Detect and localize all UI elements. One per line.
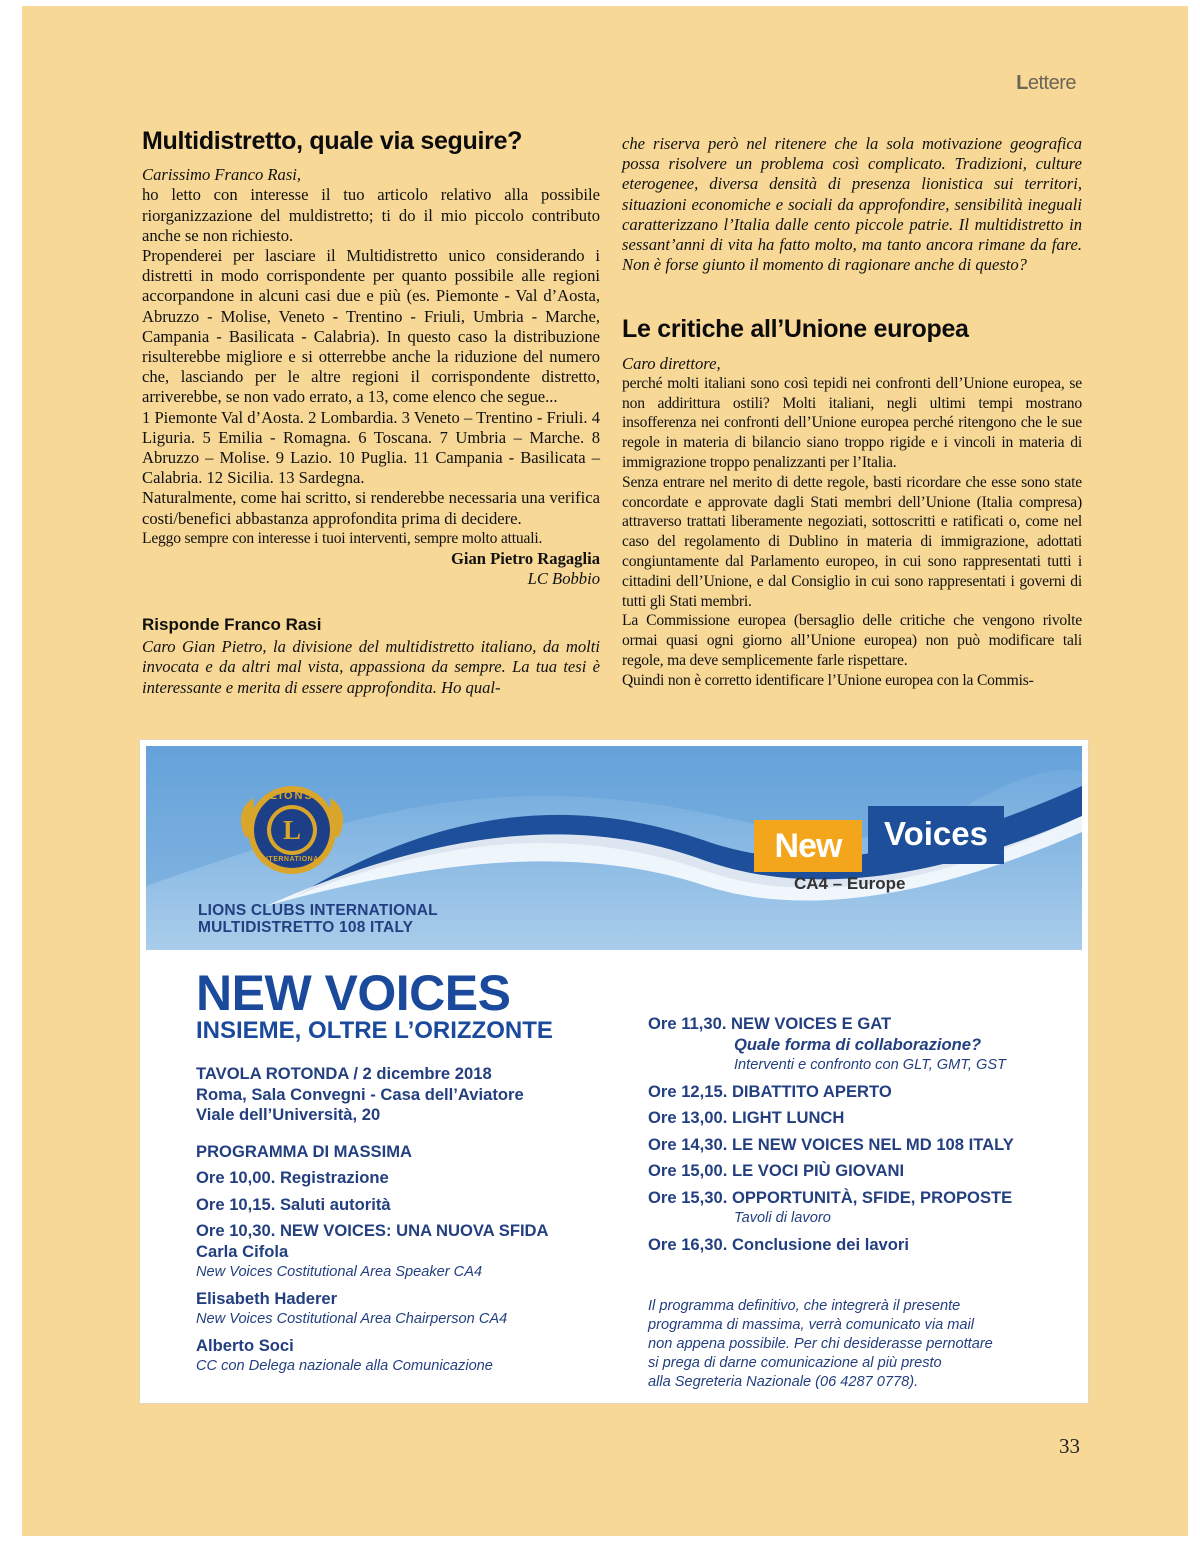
page — [22, 6, 1188, 1536]
paragraph: Propenderei per lasciare il Multidistretto unico considerando i distretti in modo corrispondente per quanto possibile alle regioni accorpandone in alcuni casi due e più (es. Piemonte - Val d’Aosta, Abruzzo - Molise, Veneto - Trentino - Friuli, Umbria - Marche, Campania - Basilicata - Calabria). In questo caso la distribuzione risulterebbe migliore e si otterrebbe anche la riduzione del numero che, lasciando per le altre regioni il corrispondente distretto, arriverebbe, se non vado errato, a 13, come elenco che segue... — [142, 246, 600, 407]
poster-banner — [146, 746, 1082, 950]
logo-letter: L — [282, 815, 301, 845]
event-address: Viale dell’Università, 20 — [196, 1105, 381, 1124]
poster-subheadline: INSIEME, OLTRE L’ORIZZONTE — [196, 1017, 553, 1044]
program-item: Ore 14,30. LE NEW VOICES NEL MD 108 ITALY — [648, 1134, 1014, 1154]
reply-title: Risponde Franco Rasi — [142, 615, 322, 635]
program-item-detail: Tavoli di lavoro — [734, 1210, 831, 1226]
program-title: PROGRAMMA DI MASSIMA — [196, 1141, 413, 1161]
program-item: Ore 15,00. LE VOCI PIÙ GIOVANI — [648, 1161, 905, 1180]
program-item: Ore 13,00. LIGHT LUNCH — [648, 1108, 845, 1127]
paragraph: perché molti italiani sono così tepidi nei confronti dell’Unione europea, se non addirittura ostili? Molti italiani, negli ultimi tempi mostrano insofferenza nei confronti dell’Unione europea perché ritengono che le sue regole in materia di bilancio siano troppo rigide e i vincoli in materia di immigrazione troppo penalizzanti per l’Italia. — [622, 374, 1082, 472]
page-number: 33 — [1059, 1434, 1080, 1458]
event-poster — [139, 739, 1089, 1404]
paragraph: 1 Piemonte Val d’Aosta. 2 Lombardia. 3 Veneto – Trentino - Friuli. 4 Liguria. 5 Emilia - Romagna. 6 Toscana. 7 Umbria – Marche. 8 Abruzzo – Molise. 9 Lazio. 10 Puglia. 11 Campania - Basilicata – Calabria. 12 Sicilia. 13 Sardegna. — [142, 407, 600, 488]
logo-text-layer — [232, 768, 352, 888]
paragraph: Senza entrare nel merito di dette regole, basti ricordare che esse sono state concordate e approvate dagli Stati membri dell’Unione (Italia compresa) attraverso trattati liberamente negoziati, sottoscritti e ratificati o, come nel caso del regolamento di Dublino in materia di immigrazione, adottati congiuntamente dal Parlamento europeo, in cui sono rappresentati tutti i cittadini dell’Unione, e dal Consiglio in cui sono rappresentati i governi di tutti gli Stati membri. — [622, 473, 1082, 610]
speaker-name: Carla Cifola — [196, 1241, 289, 1261]
badge-voices: Voices — [868, 806, 1004, 864]
program-item-subtitle: Quale forma di collaborazione? — [734, 1034, 982, 1054]
paragraph: Naturalmente, come hai scritto, si renderebbe necessaria una verifica costi/benefici abbastanza approfondita prima di decidere. — [142, 488, 600, 528]
paragraph: ho letto con interesse il tuo articolo relativo alla possibile riorganizzazione del muldistretto; ti do il mio piccolo contributo anche se non richiesto. — [142, 185, 600, 245]
speaker-role: New Voices Costitutional Area Chairperson CA4 — [196, 1311, 508, 1327]
program-item: Ore 16,30. Conclusione dei lavori — [648, 1234, 909, 1254]
badge-new: New — [754, 820, 862, 872]
left-column — [142, 127, 600, 698]
poster-right-column — [648, 1014, 1068, 1392]
program-item: Ore 15,30. OPPORTUNITÀ, SFIDE, PROPOSTE — [648, 1187, 1013, 1207]
right-column — [622, 134, 1082, 691]
program-item: Ore 12,15. DIBATTITO APERTO — [648, 1081, 892, 1101]
paragraph: Quindi non è corretto identificare l’Unione europea con la Commis- — [622, 671, 1034, 689]
paragraph: Leggo sempre con interesse i tuoi interventi, sempre molto attuali. — [142, 529, 543, 547]
speaker-role: New Voices Costitutional Area Speaker CA4 — [196, 1264, 483, 1280]
program-item: Ore 10,15. Saluti autorità — [196, 1194, 391, 1214]
badge-area: CA4 – Europe — [794, 874, 906, 893]
event-venue: Roma, Sala Convegni - Casa dell’Aviatore — [196, 1084, 524, 1104]
letter-title: Le critiche all’Unione europea — [622, 315, 969, 344]
poster-headline: NEW VOICES — [196, 965, 511, 1021]
paragraph: La Commissione europea (bersaglio delle critiche che vengono rivolte ormai quasi ogni giorno all’Unione europea) non può modificare tali regole, ma deve semplicemente farle rispettare. — [622, 612, 1082, 669]
event-date: TAVOLA ROTONDA / 2 dicembre 2018 — [196, 1064, 492, 1083]
poster-left-column — [196, 965, 616, 1377]
speaker-name: Alberto Soci — [196, 1335, 294, 1355]
program-item-detail: Interventi e confronto con GLT, GMT, GST — [734, 1057, 1006, 1073]
reply-continuation: che riserva però nel ritenere che la sola motivazione geografica possa risolvere un problema così complicato. Tradizioni, culture eterogenee, diversa densità di presenza lionistica sui territori, situazioni economiche e sociali da approfondire, sensibilità ineguali caratterizzano l’Italia dalle cento piccole patrie. Il multidistretto in sessant’anni di vita ha fatto molto, ma tanto ancora rimane da fare. Non è forse giunto il momento di ragionare anche di questo? — [622, 134, 1082, 275]
reply-text: Caro Gian Pietro, la divisione del multidistretto italiano, da molti invocata e da altri mal vista, appassiona da sempre. La tua tesi è interessante e merita di essere approfondita. Ho qual- — [142, 637, 600, 697]
club-name: LC Bobbio — [527, 568, 600, 588]
logo-bottom-text: INTERNATIONAL — [260, 856, 324, 863]
signature: Gian Pietro Ragaglia — [450, 548, 600, 568]
program-item: Ore 10,30. NEW VOICES: UNA NUOVA SFIDA — [196, 1221, 549, 1240]
salutation: Carissimo Franco Rasi, — [142, 165, 302, 185]
speaker-name: Elisabeth Haderer — [196, 1288, 338, 1308]
logo-top-text: LIONS — [270, 790, 314, 802]
program-note: Il programma definitivo, che integrerà il presente programma di massima, verrà comunicato via mail non appena possibile. Per chi desiderasse pernottare si prega di darne comunicazione al più presto alla Segreteria Nazionale (06 4287 0778). — [648, 1298, 993, 1390]
speaker-role: CC con Delega nazionale alla Comunicazione — [196, 1358, 493, 1374]
salutation: Caro direttore, — [622, 353, 721, 373]
organization-name: LIONS CLUBS INTERNATIONAL MULTIDISTRETTO 108 ITALY — [198, 902, 438, 936]
letter-title: Multidistretto, quale via seguire? — [142, 127, 523, 155]
program-item: Ore 11,30. NEW VOICES E GAT — [648, 1014, 892, 1033]
program-item: Ore 10,00. Registrazione — [196, 1168, 389, 1187]
section-label: Lettere — [1016, 72, 1076, 94]
